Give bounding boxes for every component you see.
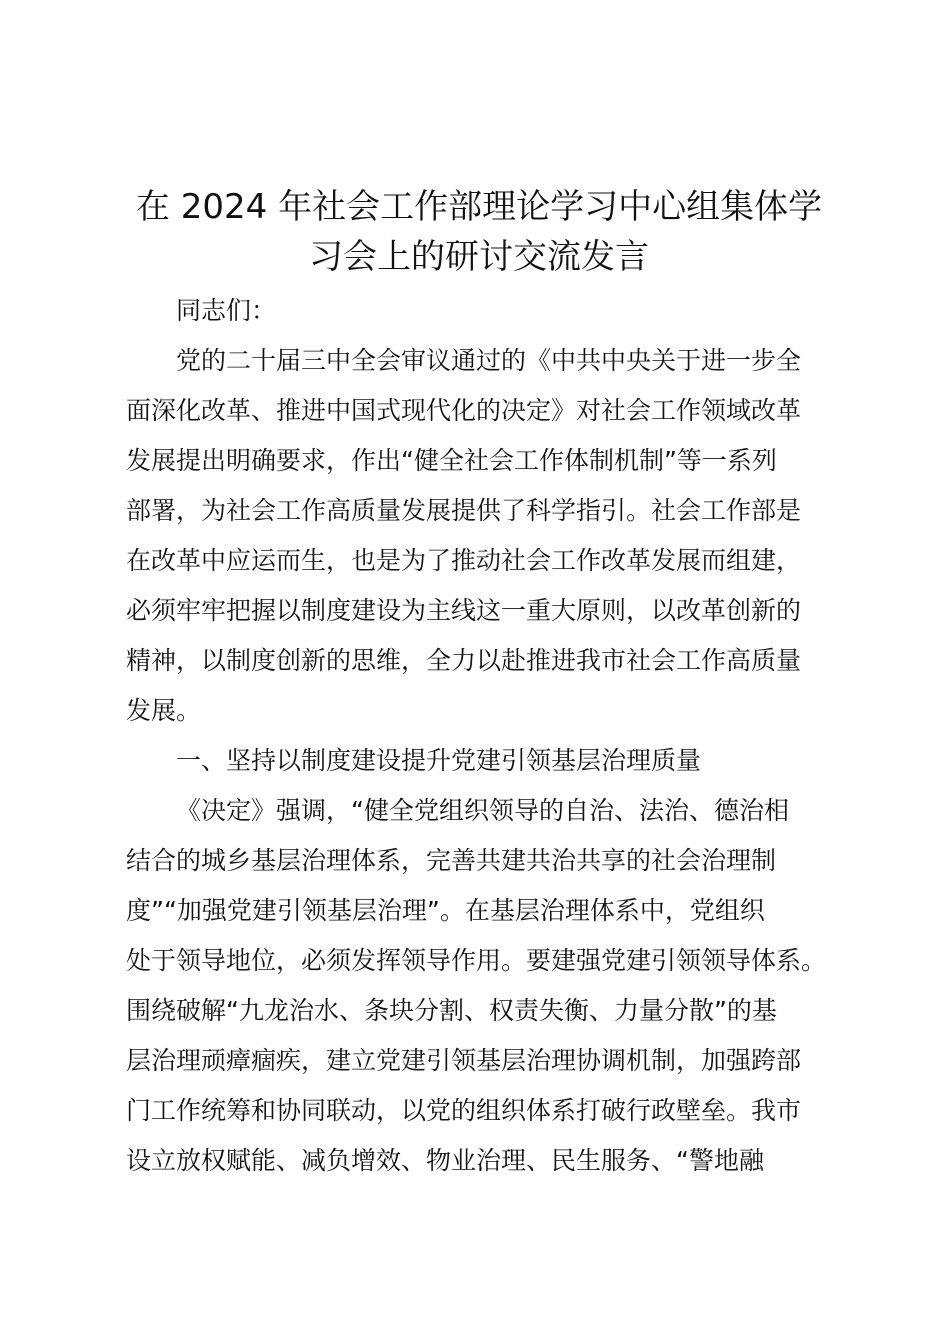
title-line-1: 在 2024 年社会工作部理论学习中心组集体学 (135, 187, 823, 227)
document-body (126, 286, 832, 1186)
document-title (126, 182, 832, 282)
paragraph-2-line: 门工作统筹和协同联动，以党的组织体系打破行政壁垒。我市 (126, 1096, 802, 1125)
paragraph-2-line: 围绕破解“九龙治水、条块分割、权责失衡、力量分散”的基 (126, 996, 777, 1025)
title-line-2: 习会上的研讨交流发言 (309, 237, 649, 277)
section-heading-1: 一、坚持以制度建设提升党建引领基层治理质量 (176, 746, 702, 775)
paragraph-1-line: 精神，以制度创新的思维，全力以赴推进我市社会工作高质量 (126, 646, 802, 675)
paragraph-1-line: 部署，为社会工作高质量发展提供了科学指引。社会工作部是 (126, 496, 802, 525)
paragraph-1-line: 必须牢牢把握以制度建设为主线这一重大原则，以改革创新的 (126, 596, 802, 625)
document-page (126, 182, 832, 1186)
paragraph-2-line: 《决定》强调，“健全党组织领导的自治、法治、德治相 (176, 796, 789, 825)
paragraph-2-line: 处于领导地位，必须发挥领导作用。要建强党建引领领导体系。 (126, 946, 827, 975)
paragraph-1-line: 面深化改革、推进中国式现代化的决定》对社会工作领域改革 (126, 396, 802, 425)
paragraph-2-line: 层治理顽瘴痼疾，建立党建引领基层治理协调机制，加强跨部 (126, 1046, 802, 1075)
paragraph-2-line: 设立放权赋能、减负增效、物业治理、民生服务、“警地融 (126, 1146, 764, 1175)
paragraph-1 (126, 336, 832, 736)
paragraph-1-line: 在改革中应运而生，也是为了推动社会工作改革发展而组建， (126, 546, 802, 575)
paragraph-2-line: 结合的城乡基层治理体系，完善共建共治共享的社会治理制 (126, 846, 777, 875)
paragraph-1-line: 党的二十届三中全会审议通过的《中共中央关于进一步全 (176, 346, 802, 375)
paragraph-1-line: 发展提出明确要求，作出“健全社会工作体制机制”等一系列 (126, 446, 777, 475)
paragraph-1-line: 发展。 (126, 696, 202, 725)
paragraph-2 (126, 786, 832, 1186)
paragraph-2-line: 度”“加强党建引领基层治理”。在基层治理体系中，党组织 (126, 896, 765, 925)
salutation: 同志们： (176, 296, 277, 325)
